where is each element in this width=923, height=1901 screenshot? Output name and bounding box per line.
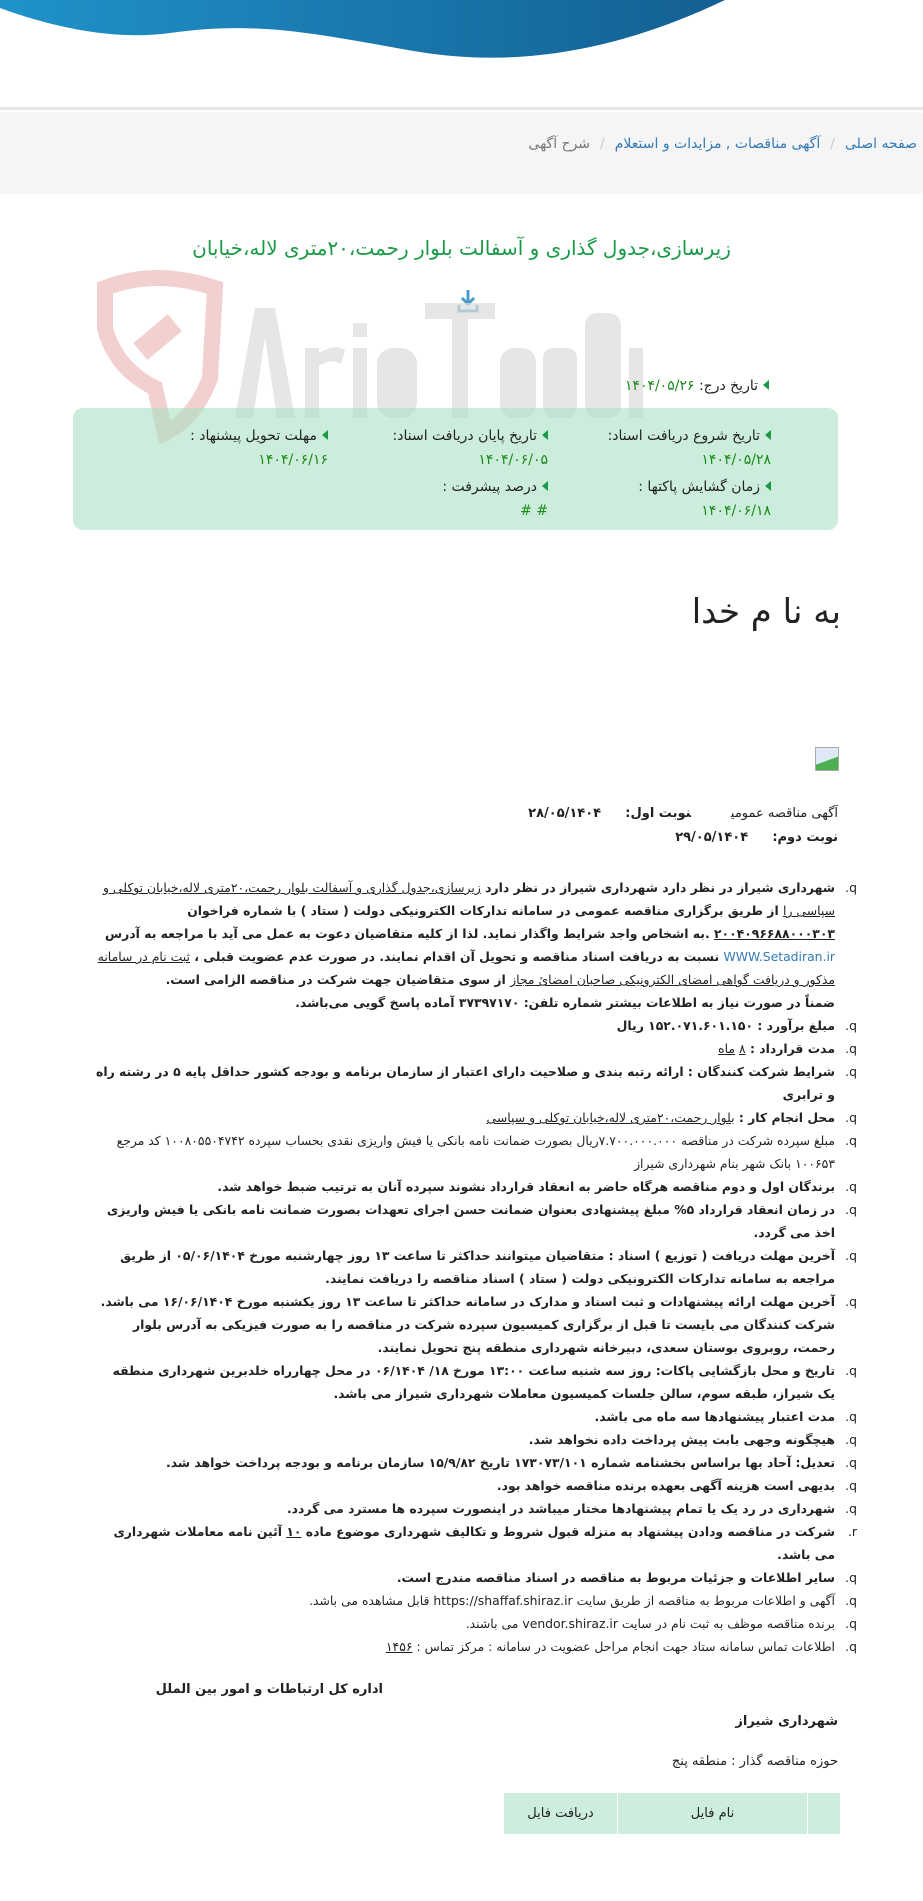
bismillah-heading: به نا م خدا [691, 592, 841, 632]
tender-terms-list [93, 876, 863, 1658]
doc-start-date: تاریخ شروع دریافت اسناد: ۱۴۰۴/۰۵/۲۸ [607, 428, 771, 468]
list-item: q. مدت قرارداد : ۸ ماه [718, 1041, 857, 1056]
list-item: q. شهرداری شیراز در نظر دارد شهرداری شیراز در نظر دارد زیرسازی،جدول گذاری و آسفالت بلوار رحمت،۲۰متری لاله،خیابان توکلی و سپاسی را از طریق برگزاری مناقصه عمومی در سامانه تدارکات الکترونیکی دولت ( ستاد ) با شماره فراخوان ۲۰۰۴۰۹۶۶۸۸۰۰۰۳۰۳ .به اشخاص واجد شرایط واگذار نماید. لذا از کلیه متقاضیان دعوت به عمل می آید با مراجعه به آدرس WWW.Setadiran.ir نسبت به دریافت اسناد مناقصه و تحویل آن اقدام نمایند. در صورت عدم عضویت قبلی ، ثبت نام در سامانه مذکور و دریافت گواهی امضای الکترونیکی صاحبان امضائ مجاز از سوی متقاضیان جهت شرکت در مناقصه الزامی است. ضمناً در صورت نیاز به اطلاعات بیشتر شماره تلفن: ۳۷۳۹۷۱۷۰ آماده پاسخ گویی می‌باشد. [97, 880, 857, 1010]
list-item: q. برنده مناقصه موظف به ثبت نام در سایت vendor.shiraz.ir می باشند. [465, 1616, 857, 1631]
list-item: q. بدیهی است هزینه آگهی بعهده برنده مناقصه خواهد بود. [496, 1478, 857, 1493]
insert-date: تاریخ درج: ۱۴۰۴/۰۵/۲۶ [625, 378, 769, 394]
table-header-download: دریافت فایل [504, 1793, 618, 1835]
triangle-icon [542, 430, 548, 440]
triangle-icon [765, 481, 771, 491]
list-item: q. مدت اعتبار پیشنهادها سه ماه می باشد. [594, 1409, 857, 1424]
list-item: q. مبلغ برآورد : ۱۵۲.۰۷۱.۶۰۱.۱۵۰ ریال [616, 1018, 857, 1033]
list-item: q. آخرین مهلت دریافت ( توزیع ) اسناد : متقاضیان میتوانند حداکثر تا ساعت ۱۳ روز چهارشنبه مورخ ۰۵/۰۶/۱۴۰۴ از طریق مراجعه به سامانه تدارکات الکترونیکی دولت ( ستاد ) اسناد مناقصه را دریافت نمایند. [120, 1248, 857, 1286]
divider [0, 107, 923, 110]
triangle-icon [322, 430, 328, 440]
list-item: q. تاریخ و محل بازگشایی پاکات: روز سه شنبه ساعت ۱۳:۰۰ مورخ ۱۸/ ۰۶/۱۴۰۴ در محل چهارراه خلدبرین شهرداری منطقه یک شیراز، طبقه سوم، سالن جلسات کمیسیون معاملات شهرداری شیراز می باشد. [112, 1363, 857, 1401]
list-item: q. مبلغ سپرده شرکت در مناقصه ۷.۷۰۰.۰۰۰.۰۰۰ریال بصورت ضمانت نامه بانکی یا فیش واریزی نقدی بحساب سپرده ۱۰۰۸۰۵۵۰۴۷۴۲ کد مرجع ۱۰۰۶۵۳ بانک شهر بنام شهرداری شیراز [116, 1133, 857, 1171]
list-item: q. اطلاعات تماس سامانه ستاد جهت انجام مراحل عضویت در سامانه : مرکز تماس : ۱۴۵۶ [385, 1639, 857, 1654]
list-item: q. آگهی و اطلاعات مربوط به مناقصه از طریق سایت https://shaffaf.shiraz.ir قابل مشاهده می باشد. [309, 1593, 857, 1608]
list-item: q. هیچگونه وجهی بابت پیش پرداخت داده نخواهد شد. [528, 1432, 857, 1447]
main-content [93, 876, 863, 1835]
list-item: q. آخرین مهلت ارائه پیشنهادات و ثبت اسناد و مدارک در سامانه حداکثر تا ساعت ۱۳ روز یکشنبه مورخ ۱۶/۰۶/۱۴۰۴ می باشد. شرکت کنندگان می بایست تا قبل از برگزاری کمیسیون سپرده شرکت در مناقصه را به صورت فیزیکی به آدرس بلوار رحمت، روبروی بوستان سعدی، دبیرخانه شهرداری منطقه پنج تحویل نمایند. [100, 1294, 857, 1355]
setadiran-link[interactable]: WWW.Setadiran.ir [723, 949, 835, 964]
table-header-index [808, 1793, 841, 1835]
triangle-icon [542, 481, 548, 491]
table-header-file-name: نام فایل [618, 1793, 808, 1835]
progress-percent: درصد پیشرفت : # # [442, 479, 548, 519]
footer-department: اداره کل ارتباطات و امور بین الملل [155, 1682, 383, 1697]
list-item: q. در زمان انعقاد قرارداد ۵% مبلغ پیشنهادی بعنوان ضمانت حسن اجرای تعهدات بصورت ضمانت نامه بانکی یا فیش واریزی اخذ می گردد. [106, 1202, 857, 1240]
opening-date: زمان گشایش پاکتها : ۱۴۰۴/۰۶/۱۸ [638, 479, 771, 519]
list-item: q. شرایط شرکت کنندگان : ارائه رتبه بندی و صلاحیت دارای اعتبار از سازمان برنامه و بودجه کشور حداقل پایه ۵ در رشته راه و ترابری [96, 1064, 857, 1102]
list-item: q. تعدیل: آحاد بها براساس بخشنامه شماره ۱۷۳۰۷۳/۱۰۱ تاریخ ۱۵/۹/۸۲ سازمان برنامه و بودجه پرداخت خواهد شد. [166, 1455, 857, 1470]
doc-end-date: تاریخ پایان دریافت اسناد: ۱۴۰۴/۰۶/۰۵ [392, 428, 548, 468]
files-table-wrapper [93, 1792, 863, 1835]
breadcrumb-current: شرح آگهی [528, 136, 591, 152]
notice-header-2: نوبت دوم: ۲۹/۰۵/۱۴۰۴ [675, 830, 838, 845]
footer-organization: شهرداری شیراز [735, 1714, 838, 1729]
page-title: زیرسازی،جدول گذاری و آسفالت بلوار رحمت،۲۰متری لاله،خیابان [192, 236, 731, 260]
breadcrumb-home[interactable]: صفحه اصلی [844, 136, 917, 152]
triangle-icon [765, 430, 771, 440]
table-header-row [504, 1793, 841, 1835]
info-box [73, 408, 838, 530]
triangle-icon [763, 380, 769, 390]
list-item: q. سایر اطلاعات و جزئیات مربوط به مناقصه در اسناد مناقصه مندرج است. [396, 1570, 857, 1585]
breadcrumb: صفحه اصلی/آگهی مناقصات , مزایدات و استعلام/شرح آگهی [0, 112, 923, 194]
list-item: q. برندگان اول و دوم مناقصه هرگاه حاضر به انعقاد قرارداد نشوند سپرده آنان به ترتیب ضبط خواهد شد. [217, 1179, 857, 1194]
footer-zone: حوزه مناقصه گذار : منطقه پنج [671, 1754, 838, 1769]
list-item: q. محل انجام کار : بلوار رحمت،۲۰متری لاله،خیابان توکلی و سپاسی [486, 1110, 857, 1125]
list-item: q. شهرداری در رد یک یا تمام پیشنهادها مختار میباشد در اینصورت سپرده ها مسترد می گردد. [286, 1501, 857, 1516]
bid-deadline: مهلت تحویل پیشنهاد : ۱۴۰۴/۰۶/۱۶ [190, 428, 328, 468]
files-table [503, 1792, 841, 1835]
breadcrumb-tenders[interactable]: آگهی مناقصات , مزایدات و استعلام [614, 136, 821, 152]
header-wave [0, 0, 923, 80]
broken-image-icon [815, 747, 839, 771]
list-item: r. شرکت در مناقصه ودادن پیشنهاد به منزله قبول شروط و تکالیف شهرداری موضوع ماده ۱۰ آئین نامه معاملات شهرداری می باشد. [113, 1524, 857, 1562]
notice-header-1: آگهی مناقصه عمومینوبت اول: ۲۸/۰۵/۱۴۰۴ [528, 806, 838, 821]
